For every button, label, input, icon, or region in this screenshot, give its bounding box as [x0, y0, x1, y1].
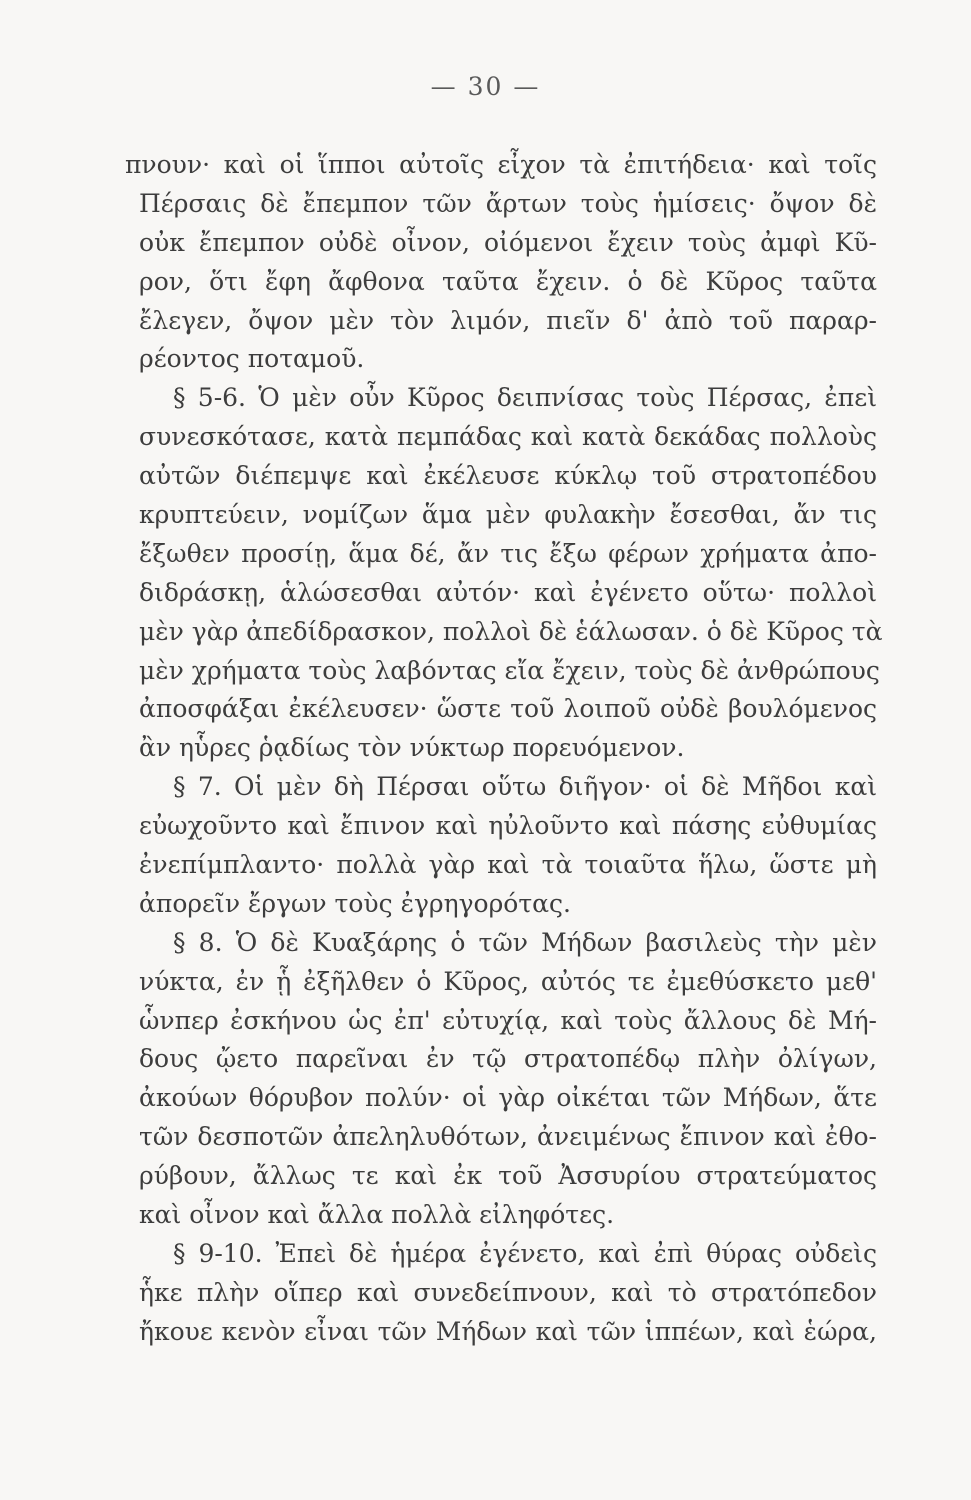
text-line: δους ᾤετο παρεῖναι ἐν τῷ στρατοπέδῳ πλὴν ὀλίγων, [139, 1044, 877, 1074]
text-line: αὐτῶν διέπεμψε καὶ ἐκέλευσε κύκλῳ τοῦ στρατοπέδου [139, 461, 877, 491]
text-line: ἧκε πλὴν οἵπερ καὶ συνεδείπνουν, καὶ τὸ στρατόπεδον [139, 1277, 877, 1307]
text-line: ὧνπερ ἐσκήνου ὡς ἐπ' εὐτυχίᾳ, καὶ τοὺς ἄλλους δὲ Μή- [139, 1005, 877, 1035]
text-line: ρέοντος ποταμοῦ. [139, 344, 365, 374]
text-line: ἔλεγεν, ὄψον μὲν τὸν λιμόν, πιεῖν δ' ἀπὸ τοῦ παραρ- [139, 305, 877, 335]
text-line: τῶν δεσποτῶν ἀπεληλυθότων, ἀνειμένως ἔπινον καὶ ἐθο- [139, 1122, 877, 1152]
section-heading-line: § 5-6. Ὁ μὲν οὖν Κῦρος δειπνίσας τοὺς Πέρσας, ἐπεὶ [173, 383, 877, 413]
text-line: πνουν· καὶ οἱ ἵπποι αὐτοῖς εἶχον τὰ ἐπιτήδεια· καὶ τοῖς [125, 150, 877, 179]
text-line: ἀποσφάξαι ἐκέλευσεν· ὥστε τοῦ λοιποῦ οὐδὲ βουλόμενος [139, 694, 877, 724]
text-line: ἔξωθεν προσίῃ, ἅμα δέ, ἄν τις ἔξω φέρων χρήματα ἀπο- [139, 538, 877, 568]
section-heading-line: § 9-10. Ἐπεὶ δὲ ἡμέρα ἐγένετο, καὶ ἐπὶ θύρας οὐδεὶς [173, 1238, 877, 1268]
text-line: εὐωχοῦντο καὶ ἔπινον καὶ ηὐλοῦντο καὶ πάσης εὐθυμίας [139, 811, 877, 841]
text-line: καὶ οἶνον καὶ ἄλλα πολλὰ εἰληφότες. [139, 1200, 615, 1230]
section-heading-line: § 8. Ὁ δὲ Κυαξάρης ὁ τῶν Μήδων βασιλεὺς τὴν μὲν [173, 927, 877, 957]
text-line: ἤκουε κενὸν εἶναι τῶν Μήδων καὶ τῶν ἱππέων, καὶ ἑώρα, [139, 1316, 877, 1346]
text-line: ἂν ηὗρες ῥᾳδίως τὸν νύκτωρ πορευόμενον. [139, 733, 685, 763]
section-heading-line: § 7. Οἱ μὲν δὴ Πέρσαι οὕτω διῆγον· οἱ δὲ Μῆδοι καὶ [173, 772, 877, 802]
text-line: ρύβουν, ἄλλως τε καὶ ἐκ τοῦ Ἀσσυρίου στρατεύματος [139, 1161, 877, 1191]
text-line: ἀπορεῖν ἔργων τοὺς ἐγρηγορότας. [139, 888, 572, 918]
text-line: Πέρσαις δὲ ἔπεμπον τῶν ἄρτων τοὺς ἡμίσεις· ὄψον δὲ [139, 188, 877, 218]
text-line: μὲν χρήματα τοὺς λαβόντας εἴα ἔχειν, τοὺς δὲ ἀνθρώπους [139, 655, 880, 685]
body-text [125, 146, 883, 1352]
text-line: μὲν γὰρ ἀπεδίδρασκον, πολλοὶ δὲ ἑάλωσαν. ὁ δὲ Κῦρος τὰ [139, 616, 883, 646]
text-line: ἐνεπίμπλαντο· πολλὰ γὰρ καὶ τὰ τοιαῦτα ἥλω, ὥστε μὴ [139, 850, 877, 880]
text-line: συνεσκότασε, κατὰ πεμπάδας καὶ κατὰ δεκάδας πολλοὺς [139, 422, 877, 452]
text-line: οὐκ ἔπεμπον οὐδὲ οἶνον, οἰόμενοι ἔχειν τοὺς ἀμφὶ Κῦ- [139, 227, 877, 257]
text-line: κρυπτεύειν, νομίζων ἅμα μὲν φυλακὴν ἔσεσθαι, ἄν τις [139, 500, 877, 530]
text-line: νύκτα, ἐν ᾗ ἐξῆλθεν ὁ Κῦρος, αὐτός τε ἐμεθύσκετο μεθ' [139, 966, 877, 996]
text-line: ἀκούων θόρυβον πολύν· οἱ γὰρ οἰκέται τῶν Μήδων, ἅτε [139, 1083, 877, 1113]
text-line: ρον, ὅτι ἔφη ἄφθονα ταῦτα ἔχειν. ὁ δὲ Κῦρος ταῦτα [139, 266, 877, 296]
text-line: διδράσκῃ, ἁλώσεσθαι αὐτόν· καὶ ἐγένετο οὕτω· πολλοὶ [139, 577, 877, 607]
page-number: — 30 — [430, 72, 541, 101]
